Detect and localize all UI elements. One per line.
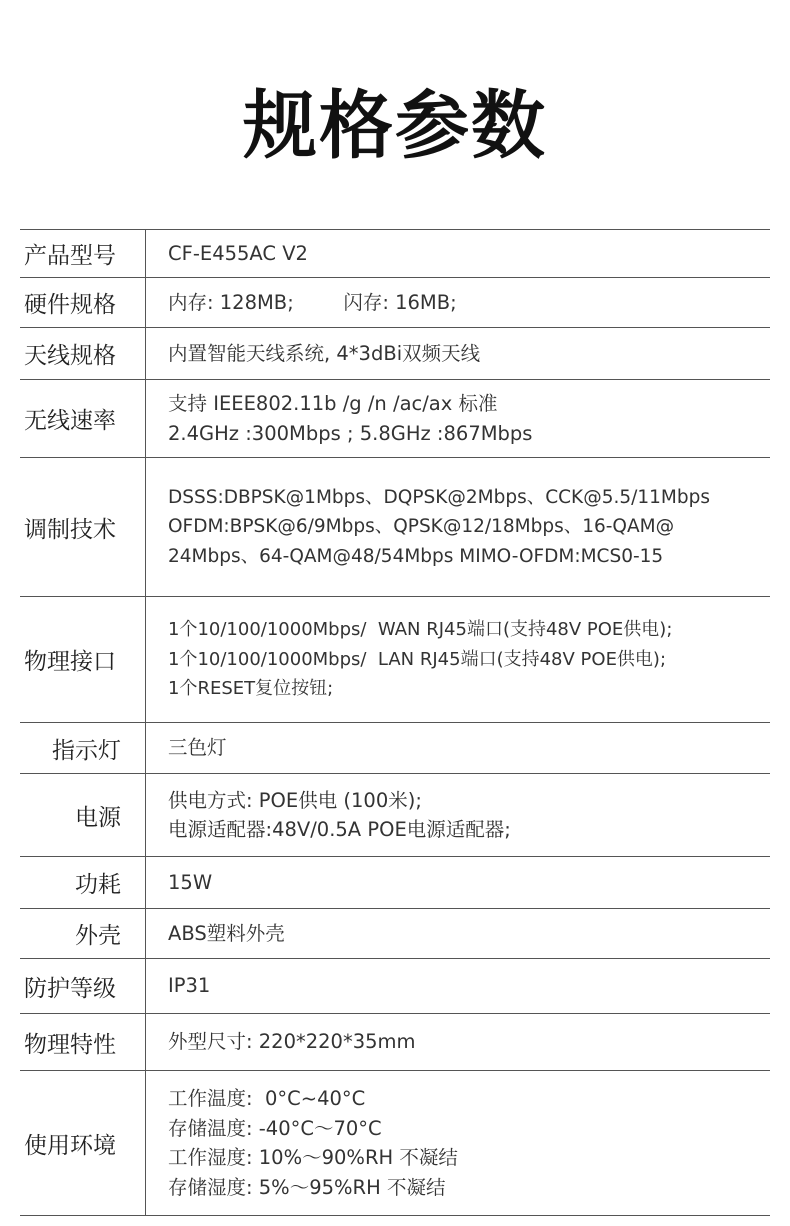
spec-row-consumption xyxy=(20,856,770,908)
spec-value xyxy=(146,774,770,856)
spec-label: 天线规格 xyxy=(20,328,146,379)
spec-value-line: 供电方式: POE供电 (100米); xyxy=(168,788,422,812)
spec-row-protection xyxy=(20,958,770,1013)
spec-row-indicator xyxy=(20,722,770,773)
spec-row-physical xyxy=(20,1013,770,1070)
spec-value-line: 24Mbps、64-QAM@48/54Mbps MIMO-OFDM:MCS0-15 xyxy=(168,545,664,567)
spec-row-housing xyxy=(20,908,770,958)
spec-label: 外壳 xyxy=(20,909,146,958)
spec-row-environment xyxy=(20,1070,770,1216)
spec-value xyxy=(146,857,770,908)
spec-row-hardware xyxy=(20,277,770,327)
spec-label: 物理特性 xyxy=(20,1014,146,1070)
spec-value xyxy=(146,909,770,958)
spec-value-line: 工作湿度: 10%〜90%RH 不凝结 xyxy=(168,1146,458,1169)
spec-value-line: IP31 xyxy=(168,974,211,998)
spec-label: 功耗 xyxy=(20,857,146,908)
spec-value-line: 工作温度: 0°C~40°C xyxy=(168,1087,366,1110)
spec-row-antenna xyxy=(20,327,770,379)
spec-label: 物理接口 xyxy=(20,597,146,722)
spec-row-modulation xyxy=(20,457,770,596)
spec-value xyxy=(146,1014,770,1070)
spec-row-wireless-rate xyxy=(20,379,770,457)
spec-value-line: 1个10/100/1000Mbps/ LAN RJ45端口(支持48V POE供电); xyxy=(168,648,667,670)
spec-value-line: 1个RESET复位按钮; xyxy=(168,678,334,700)
spec-row-interfaces xyxy=(20,596,770,722)
spec-label: 产品型号 xyxy=(20,230,146,277)
spec-value-line: OFDM:BPSK@6/9Mbps、QPSK@12/18Mbps、16-QAM@ xyxy=(168,516,675,538)
spec-value-line: 内存: 128MB; 闪存: 16MB; xyxy=(168,290,457,314)
spec-label: 调制技术 xyxy=(20,458,146,596)
spec-value-line: DSSS:DBPSK@1Mbps、DQPSK@2Mbps、CCK@5.5/11Mbps xyxy=(168,486,710,508)
spec-label: 电源 xyxy=(20,774,146,856)
spec-value-line: 支持 IEEE802.11b /g /n /ac/ax 标准 xyxy=(168,392,498,415)
spec-value-line: 存储温度: -40°C〜70°C xyxy=(168,1116,382,1140)
spec-value xyxy=(146,380,770,457)
page-title: 规格参数 xyxy=(243,83,547,169)
spec-table xyxy=(20,229,770,1216)
spec-value-line: ABS塑料外壳 xyxy=(168,921,285,945)
spec-value-line: 15W xyxy=(168,870,213,894)
spec-label: 使用环境 xyxy=(20,1071,146,1215)
spec-value xyxy=(146,597,770,722)
spec-value xyxy=(146,458,770,596)
spec-value xyxy=(146,230,770,277)
spec-value xyxy=(146,278,770,327)
spec-row-power xyxy=(20,773,770,856)
spec-value-line: 外型尺寸: 220*220*35mm xyxy=(168,1030,416,1054)
spec-value xyxy=(146,328,770,379)
spec-label: 硬件规格 xyxy=(20,278,146,327)
spec-value-line: 电源适配器:48V/0.5A POE电源适配器; xyxy=(168,818,511,841)
spec-value-line: 2.4GHz :300Mbps ; 5.8GHz :867Mbps xyxy=(168,421,533,445)
spec-value-line: CF-E455AC V2 xyxy=(168,241,308,265)
spec-value xyxy=(146,723,770,773)
spec-row-model xyxy=(20,229,770,277)
spec-label: 无线速率 xyxy=(20,380,146,457)
spec-value xyxy=(146,959,770,1013)
spec-value-line: 1个10/100/1000Mbps/ WAN RJ45端口(支持48V POE供电); xyxy=(168,619,673,641)
spec-value-line: 存储湿度: 5%〜95%RH 不凝结 xyxy=(168,1175,446,1199)
spec-label: 指示灯 xyxy=(20,723,146,773)
spec-value-line: 三色灯 xyxy=(168,736,227,760)
spec-value xyxy=(146,1071,770,1215)
spec-value-line: 内置智能天线系统, 4*3dBi双频天线 xyxy=(168,341,481,365)
spec-label: 防护等级 xyxy=(20,959,146,1013)
